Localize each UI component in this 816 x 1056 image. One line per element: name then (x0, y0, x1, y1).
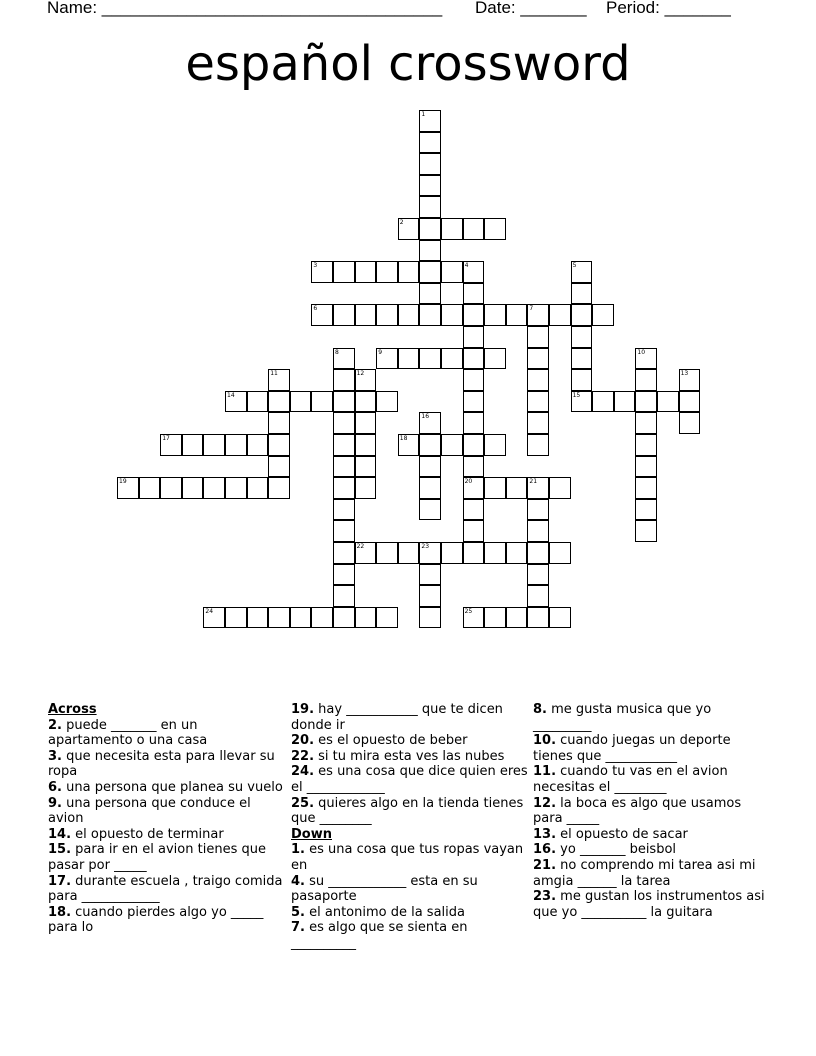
clue-number: 2. (48, 717, 62, 733)
grid-cell[interactable] (398, 348, 420, 370)
grid-cell[interactable] (333, 564, 355, 586)
clue-item (291, 702, 529, 733)
across-heading: Across (48, 702, 97, 717)
cell-number: 18 (399, 435, 408, 442)
clue-text: una persona que planea su vuelo (61, 779, 283, 795)
clue-item (48, 842, 286, 873)
grid-cell[interactable] (268, 456, 290, 478)
clue-number: 14. (48, 826, 72, 842)
grid-cell[interactable] (268, 412, 290, 434)
clue-number: 20. (291, 733, 315, 749)
clue-number: 21. (533, 857, 557, 873)
grid-cell[interactable] (463, 326, 485, 348)
cell-number: 20 (464, 478, 473, 486)
clue-number: 9. (48, 795, 62, 811)
grid-cell[interactable] (419, 499, 441, 521)
clue-text: para ir en el avion tienes que pasar por _____ (48, 842, 266, 873)
grid-cell[interactable] (592, 391, 614, 413)
cell-number: 25 (464, 607, 473, 615)
clue-item (291, 733, 529, 749)
grid-cell[interactable] (311, 391, 333, 413)
grid-cell[interactable] (376, 261, 398, 283)
grid-cell[interactable] (419, 218, 441, 240)
clue-item (48, 718, 286, 749)
clue-text: cuando tu vas en el avion necesitas el ________ (533, 764, 728, 795)
clue-item (48, 874, 286, 905)
grid-cell[interactable] (549, 607, 571, 629)
grid-cell[interactable] (506, 542, 528, 564)
cell-number: 21 (529, 478, 538, 486)
clue-column-2 (291, 702, 529, 952)
clue-text: es una cosa que dice quien eres el ____________ (291, 764, 528, 795)
cell-number: 1 (421, 111, 426, 118)
grid-cell[interactable] (441, 218, 463, 240)
grid-cell[interactable] (376, 304, 398, 326)
cell-number: 19 (119, 478, 127, 486)
grid-cell[interactable] (463, 456, 485, 478)
grid-cell[interactable] (527, 369, 549, 391)
grid-cell[interactable] (139, 477, 161, 499)
grid-cell[interactable] (333, 434, 355, 456)
grid-cell[interactable] (635, 412, 657, 434)
clue-text: durante escuela , traigo comida para ____________ (48, 873, 283, 905)
grid-cell[interactable] (268, 477, 290, 499)
grid-cell[interactable] (376, 391, 398, 413)
grid-cell[interactable] (571, 369, 593, 391)
grid-cell[interactable] (527, 520, 549, 542)
cell-number: 10 (637, 348, 646, 356)
clue-text: puede _______ en un apartamento o una casa (48, 717, 208, 749)
grid-cell[interactable] (419, 196, 441, 218)
cell-number: 12 (356, 370, 365, 378)
grid-cell[interactable] (355, 607, 377, 629)
grid-cell[interactable] (333, 607, 355, 629)
grid-cell[interactable] (419, 607, 441, 629)
clue-text: no comprendo mi tarea asi mi amgia ______ la tarea (533, 857, 756, 889)
name-field[interactable]: Name: ____________________________________ (47, 0, 443, 17)
grid-cell[interactable] (441, 542, 463, 564)
clue-number: 1. (291, 842, 305, 858)
grid-cell[interactable] (571, 304, 593, 326)
grid-cell[interactable] (333, 477, 355, 499)
clue-number: 15. (48, 842, 72, 858)
grid-cell[interactable] (398, 261, 420, 283)
grid-cell[interactable] (527, 585, 549, 607)
clue-item (291, 749, 529, 765)
clue-text: una persona que conduce el avion (48, 795, 251, 827)
cell-number: 9 (378, 348, 383, 356)
grid-cell[interactable] (311, 607, 333, 629)
clue-item (48, 749, 286, 780)
grid-cell[interactable] (333, 456, 355, 478)
cell-number: 3 (313, 262, 318, 270)
grid-cell[interactable] (635, 391, 657, 413)
grid-cell[interactable] (463, 412, 485, 434)
clue-item (533, 702, 771, 733)
grid-cell[interactable] (355, 477, 377, 499)
grid-cell[interactable] (571, 283, 593, 305)
cell-number: 16 (421, 413, 430, 421)
grid-cell[interactable] (484, 304, 506, 326)
grid-cell[interactable] (506, 477, 528, 499)
grid-cell[interactable] (571, 348, 593, 370)
grid-cell[interactable] (225, 434, 247, 456)
date-field[interactable]: Date: _______ (475, 0, 587, 17)
grid-cell[interactable] (549, 477, 571, 499)
grid-cell[interactable] (203, 434, 225, 456)
grid-cell[interactable] (441, 261, 463, 283)
grid-cell[interactable] (463, 391, 485, 413)
grid-cell[interactable] (635, 434, 657, 456)
grid-cell[interactable] (484, 477, 506, 499)
clue-item (48, 827, 286, 843)
student-info-header (0, 0, 816, 22)
clue-number: 4. (291, 873, 305, 889)
grid-cell[interactable] (333, 391, 355, 413)
grid-cell[interactable] (484, 607, 506, 629)
cell-number: 4 (464, 262, 469, 270)
clue-text: quieres algo en la tienda tienes que ________ (291, 795, 524, 827)
clue-item (533, 733, 771, 764)
grid-cell[interactable] (355, 456, 377, 478)
clue-item (533, 764, 771, 795)
grid-cell[interactable] (484, 434, 506, 456)
grid-cell[interactable] (160, 477, 182, 499)
grid-cell[interactable] (225, 607, 247, 629)
cell-number: 13 (680, 370, 689, 378)
cell-number: 7 (529, 305, 534, 313)
grid-cell[interactable] (268, 607, 290, 629)
grid-cell[interactable] (419, 132, 441, 154)
grid-cell[interactable] (484, 218, 506, 240)
grid-cell[interactable] (419, 240, 441, 262)
grid-cell[interactable] (419, 153, 441, 175)
grid-cell[interactable] (441, 434, 463, 456)
clue-text: el antonimo de la salida (304, 904, 465, 920)
clue-number: 12. (533, 795, 557, 811)
clue-text: es el opuesto de beber (314, 733, 468, 749)
grid-cell[interactable] (484, 542, 506, 564)
cell-number: 8 (335, 348, 339, 356)
grid-cell[interactable] (527, 499, 549, 521)
grid-cell[interactable] (355, 434, 377, 456)
grid-cell[interactable] (441, 304, 463, 326)
clue-item (533, 796, 771, 827)
grid-cell[interactable] (463, 304, 485, 326)
clue-item (291, 764, 529, 795)
clue-text: el opuesto de sacar (556, 826, 688, 842)
grid-cell[interactable] (527, 434, 549, 456)
grid-cell[interactable] (333, 520, 355, 542)
clue-item (48, 905, 286, 936)
grid-cell[interactable] (419, 304, 441, 326)
clue-number: 17. (48, 873, 72, 889)
clue-number: 23. (533, 889, 557, 905)
grid-cell[interactable] (398, 542, 420, 564)
grid-cell[interactable] (333, 261, 355, 283)
grid-cell[interactable] (398, 304, 420, 326)
grid-cell[interactable] (203, 477, 225, 499)
grid-cell[interactable] (333, 585, 355, 607)
grid-cell[interactable] (419, 585, 441, 607)
grid-cell[interactable] (419, 456, 441, 478)
grid-cell[interactable] (679, 391, 701, 413)
grid-cell[interactable] (463, 520, 485, 542)
grid-cell[interactable] (527, 412, 549, 434)
clue-text: el opuesto de terminar (71, 826, 224, 842)
grid-cell[interactable] (463, 283, 485, 305)
period-field[interactable]: Period: _______ (606, 0, 731, 17)
grid-cell[interactable] (376, 607, 398, 629)
grid-cell[interactable] (376, 542, 398, 564)
grid-cell[interactable] (463, 218, 485, 240)
cell-number: 14 (227, 391, 235, 399)
clue-item (533, 842, 771, 858)
grid-cell[interactable] (614, 391, 636, 413)
clue-text: la boca es algo que usamos para _____ (533, 795, 742, 827)
clue-item (291, 842, 529, 873)
clue-number: 22. (291, 748, 315, 764)
clue-text: hay ___________ que te dicen donde ir (291, 702, 503, 733)
grid-cell[interactable] (463, 499, 485, 521)
clue-number: 8. (533, 702, 547, 717)
clue-text: yo _______ beisbol (556, 842, 677, 858)
grid-cell[interactable] (679, 412, 701, 434)
clue-number: 6. (48, 779, 62, 795)
cell-number: 17 (162, 435, 170, 442)
grid-cell[interactable] (290, 607, 312, 629)
clue-text: cuando juegas un deporte tienes que ___________ (533, 733, 731, 764)
page-title: español crossword (185, 36, 631, 92)
grid-cell[interactable] (290, 391, 312, 413)
clue-number: 18. (48, 904, 72, 920)
clue-number: 7. (291, 920, 305, 936)
clue-item (533, 827, 771, 843)
clue-item (291, 920, 529, 951)
clue-text: me gusta musica que yo _________ (533, 702, 712, 733)
clue-item (533, 889, 771, 920)
grid-cell[interactable] (463, 542, 485, 564)
grid-cell[interactable] (635, 520, 657, 542)
grid-cell[interactable] (419, 434, 441, 456)
clue-text: su ____________ esta en su pasaporte (291, 873, 478, 905)
grid-cell[interactable] (635, 477, 657, 499)
grid-cell[interactable] (419, 564, 441, 586)
grid-cell[interactable] (635, 499, 657, 521)
grid-cell[interactable] (182, 477, 204, 499)
clue-item (48, 796, 286, 827)
grid-cell[interactable] (355, 412, 377, 434)
grid-cell[interactable] (527, 607, 549, 629)
grid-cell[interactable] (463, 434, 485, 456)
clue-text: si tu mira esta ves las nubes (314, 748, 505, 764)
cell-number: 24 (205, 607, 214, 615)
grid-cell[interactable] (592, 304, 614, 326)
grid-cell[interactable] (484, 348, 506, 370)
cell-number: 23 (421, 543, 430, 550)
grid-cell[interactable] (419, 261, 441, 283)
clue-item (291, 905, 529, 921)
grid-cell[interactable] (571, 326, 593, 348)
clue-column-3 (533, 702, 771, 920)
grid-cell[interactable] (268, 391, 290, 413)
grid-cell[interactable] (355, 391, 377, 413)
grid-cell[interactable] (247, 434, 269, 456)
grid-cell[interactable] (225, 477, 247, 499)
cell-number: 22 (356, 543, 365, 550)
grid-cell[interactable] (355, 304, 377, 326)
cell-number: 5 (572, 262, 577, 270)
grid-cell[interactable] (549, 304, 571, 326)
cell-number: 11 (270, 370, 278, 378)
grid-cell[interactable] (247, 607, 269, 629)
clue-number: 10. (533, 733, 557, 749)
clue-item (48, 780, 286, 796)
cell-number: 2 (399, 219, 404, 226)
grid-cell[interactable] (419, 348, 441, 370)
grid-cell[interactable] (657, 391, 679, 413)
grid-cell[interactable] (333, 304, 355, 326)
grid-cell[interactable] (419, 283, 441, 305)
clue-text: me gustan los instrumentos asi que yo __________ la guitara (533, 889, 765, 920)
grid-cell[interactable] (182, 434, 204, 456)
grid-cell[interactable] (635, 456, 657, 478)
grid-cell[interactable] (635, 369, 657, 391)
grid-cell[interactable] (527, 564, 549, 586)
clue-number: 3. (48, 748, 62, 764)
clue-text: es una cosa que tus ropas vayan en (291, 842, 524, 873)
grid-cell[interactable] (463, 369, 485, 391)
grid-cell[interactable] (247, 477, 269, 499)
clue-item (291, 796, 529, 827)
clue-number: 25. (291, 795, 315, 811)
grid-cell[interactable] (506, 607, 528, 629)
clue-text: que necesita esta para llevar su ropa (48, 748, 275, 780)
grid-cell[interactable] (527, 391, 549, 413)
clue-number: 11. (533, 764, 557, 780)
down-heading: Down (291, 826, 332, 842)
clue-number: 16. (533, 842, 557, 858)
grid-cell[interactable] (268, 434, 290, 456)
clue-number: 5. (291, 904, 305, 920)
grid-cell[interactable] (506, 304, 528, 326)
grid-cell[interactable] (333, 369, 355, 391)
grid-cell[interactable] (549, 542, 571, 564)
clue-number: 19. (291, 702, 315, 717)
grid-cell[interactable] (419, 477, 441, 499)
grid-cell[interactable] (463, 348, 485, 370)
clue-text: es algo que se sienta en __________ (291, 920, 468, 951)
clue-number: 24. (291, 764, 315, 780)
clue-text: cuando pierdes algo yo _____ para lo (48, 904, 264, 936)
cell-number: 6 (313, 305, 318, 313)
grid-cell[interactable] (441, 348, 463, 370)
clue-column-1 (48, 702, 286, 936)
grid-cell[interactable] (527, 326, 549, 348)
cell-number: 15 (572, 391, 581, 399)
clue-item (291, 874, 529, 905)
grid-cell[interactable] (333, 499, 355, 521)
grid-cell[interactable] (247, 391, 269, 413)
grid-cell[interactable] (527, 542, 549, 564)
grid-cell[interactable] (527, 348, 549, 370)
grid-cell[interactable] (333, 542, 355, 564)
clue-number: 13. (533, 826, 557, 842)
grid-cell[interactable] (419, 175, 441, 197)
grid-cell[interactable] (333, 412, 355, 434)
grid-cell[interactable] (355, 261, 377, 283)
clue-item (533, 858, 771, 889)
